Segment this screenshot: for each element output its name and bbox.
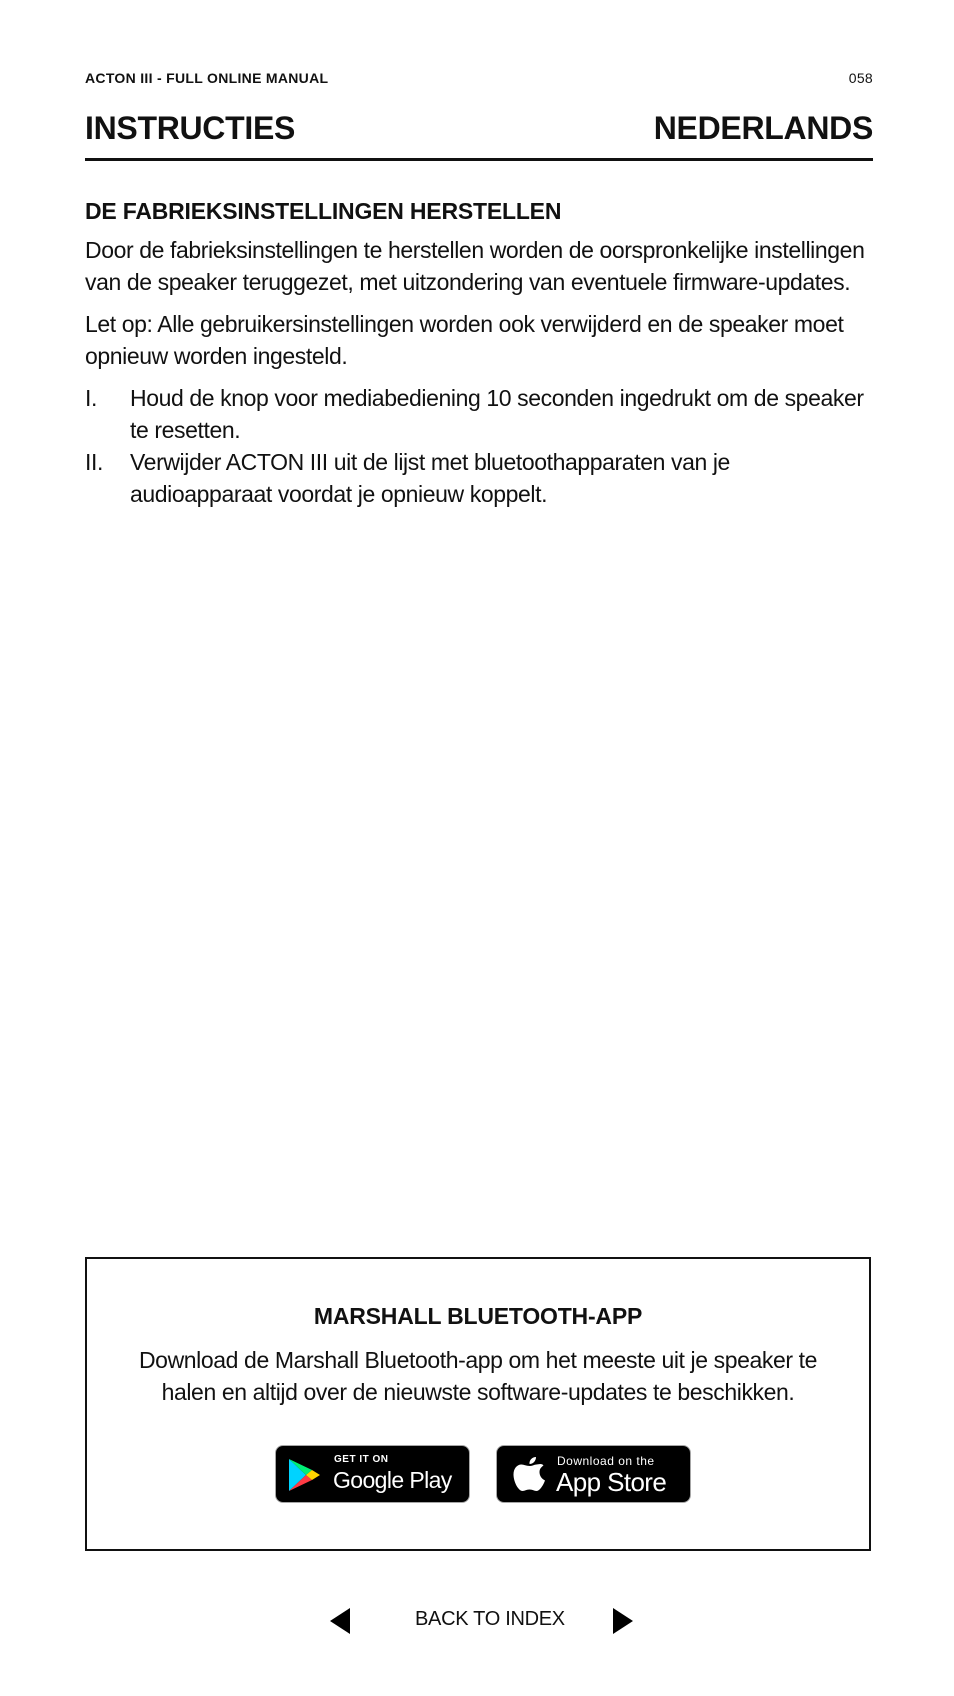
content-heading: DE FABRIEKSINSTELLINGEN HERSTELLEN xyxy=(85,198,562,224)
google-play-icon xyxy=(286,1457,322,1493)
apple-badge-large-text: App Store xyxy=(556,1467,667,1497)
list-item-text: Verwijder ACTON III uit de lijst met bluetoothapparaten van je audioapparaat voordat je opnieuw koppelt. xyxy=(130,449,730,507)
apple-icon xyxy=(513,1455,547,1493)
google-badge-large-text: Google Play xyxy=(333,1467,452,1493)
back-to-index-link[interactable]: BACK TO INDEX xyxy=(415,1608,565,1630)
section-title: INSTRUCTIES xyxy=(85,110,296,146)
manual-page xyxy=(85,0,873,1696)
document-title: ACTON III - FULL ONLINE MANUAL xyxy=(85,70,329,86)
app-promo-title: MARSHALL BLUETOOTH-APP xyxy=(313,1303,643,1329)
store-badges xyxy=(87,1445,869,1503)
triangle-left-icon[interactable] xyxy=(328,1606,352,1636)
list-marker: I. xyxy=(85,385,97,411)
steps-list xyxy=(85,382,873,510)
language-label: NEDERLANDS xyxy=(653,110,873,146)
app-promo-text: Download de Marshall Bluetooth-app om het meeste uit je speaker te halen en altijd over de nieuwste software-updates te beschikken. xyxy=(138,1347,818,1405)
apple-badge-small-text: Download on the xyxy=(557,1454,655,1468)
list-marker: II. xyxy=(85,449,103,475)
intro-paragraph: Door de fabrieksinstellingen te herstellen worden de oorspronkelijke instellingen van de speaker teruggezet, met uitzondering van eventuele firmware-updates. xyxy=(85,237,865,295)
app-store-badge[interactable] xyxy=(496,1445,691,1503)
triangle-right-icon[interactable] xyxy=(611,1606,635,1636)
google-badge-small-text: GET IT ON xyxy=(334,1454,389,1465)
footer-navigation xyxy=(85,1604,873,1640)
page-number: 058 xyxy=(848,70,873,86)
app-promo-box xyxy=(85,1257,871,1551)
google-play-badge[interactable] xyxy=(275,1445,470,1503)
note-paragraph: Let op: Alle gebruikersinstellingen worden ook verwijderd en de speaker moet opnieuw worden ingesteld. xyxy=(85,311,844,369)
running-head xyxy=(85,70,873,88)
section-header xyxy=(85,108,873,161)
main-content xyxy=(85,196,873,510)
list-item xyxy=(85,446,873,510)
list-item-text: Houd de knop voor mediabediening 10 seconden ingedrukt om de speaker te resetten. xyxy=(130,385,864,443)
list-item xyxy=(85,382,873,446)
